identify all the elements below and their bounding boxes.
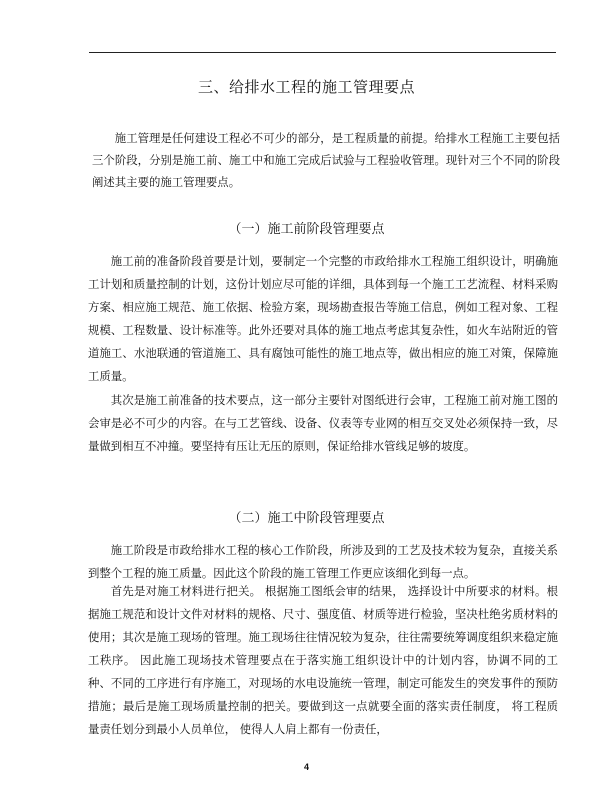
intro-paragraph: 施工管理是任何建设工程必不可少的部分，是工程质量的前提。给排水工程施工主要包括三个阶段，分别是施工前、施工中和施工完成后试验与工程验收管理。现针对三个不同的阶段阐述其主要的施工管理要点。 bbox=[92, 131, 560, 189]
subsection-heading-during-construction: （二）施工中阶段管理要点 bbox=[228, 511, 385, 526]
paragraph-planning: 施工前的准备阶段首要是计划，要制定一个完整的市政给排水工程施工组织设计，明确施工计划和质量控制的计划，这份计划应尽可能的详细，具体到每一个施工工艺流程、材料采购方案、相应施工规范、施工依据、检验方案，现场勘查报告等施工信息，例如工程对象、工程规模、工程数量、设计标准等。此外还要对具体的施工地点考虑其复杂性，如火车站附近的管道施工、水池联通的管道施工、具有腐蚀可能性的施工地点等，做出相应的施工对策，保障施工质量。 bbox=[88, 254, 558, 383]
section-title: 三、给排水工程的施工管理要点 bbox=[197, 78, 415, 96]
paragraph-drawing-review: 其次是施工前准备的技术要点，这一部分主要针对图纸进行会审，工程施工前对施工图的会审是必不可少的内容。在与工艺管线、设备、仪表等专业网的相互交叉处必须保持一致，尽量做到相互不冲撞。要坚持有压让无压的原则，保证给排水管线足够的坡度。 bbox=[88, 393, 558, 453]
page-number: 4 bbox=[303, 762, 309, 772]
subsection-heading-pre-construction: （一）施工前阶段管理要点 bbox=[228, 222, 385, 237]
header-rule bbox=[89, 52, 556, 53]
paragraph-core-stage: 施工阶段是市政给排水工程的核心工作阶段，所涉及到的工艺及技术较为复杂，直接关系到整个工程的施工质量。因此这个阶段的施工管理工作更应该细化到每一点。 bbox=[88, 543, 558, 580]
paragraph-material-control: 首先是对施工材料进行把关。 根据施工图纸会审的结果， 选择设计中所要求的材料。根据施工规范和设计文件对材料的规格、尺寸、强度值、材质等进行检验，坚决杜绝劣质材料的使用；其次是施工现场的管理。施工现场往往情况较为复杂，往往需要统筹调度组织来稳定施工秩序。 因此施工现场技术管理要点在于落实施工组织设计中的计划内容，协调不同的工种、不同的工序进行有序施工，对现场的水电设施统一管理，制定可能发生的突发事件的预防措施；最后是施工现场质量控制的把关。要做到这一点就要全面的落实责任制度， 将工程质量责任划分到最小人员单位， 使得人人肩上都有一份责任， bbox=[88, 584, 558, 736]
